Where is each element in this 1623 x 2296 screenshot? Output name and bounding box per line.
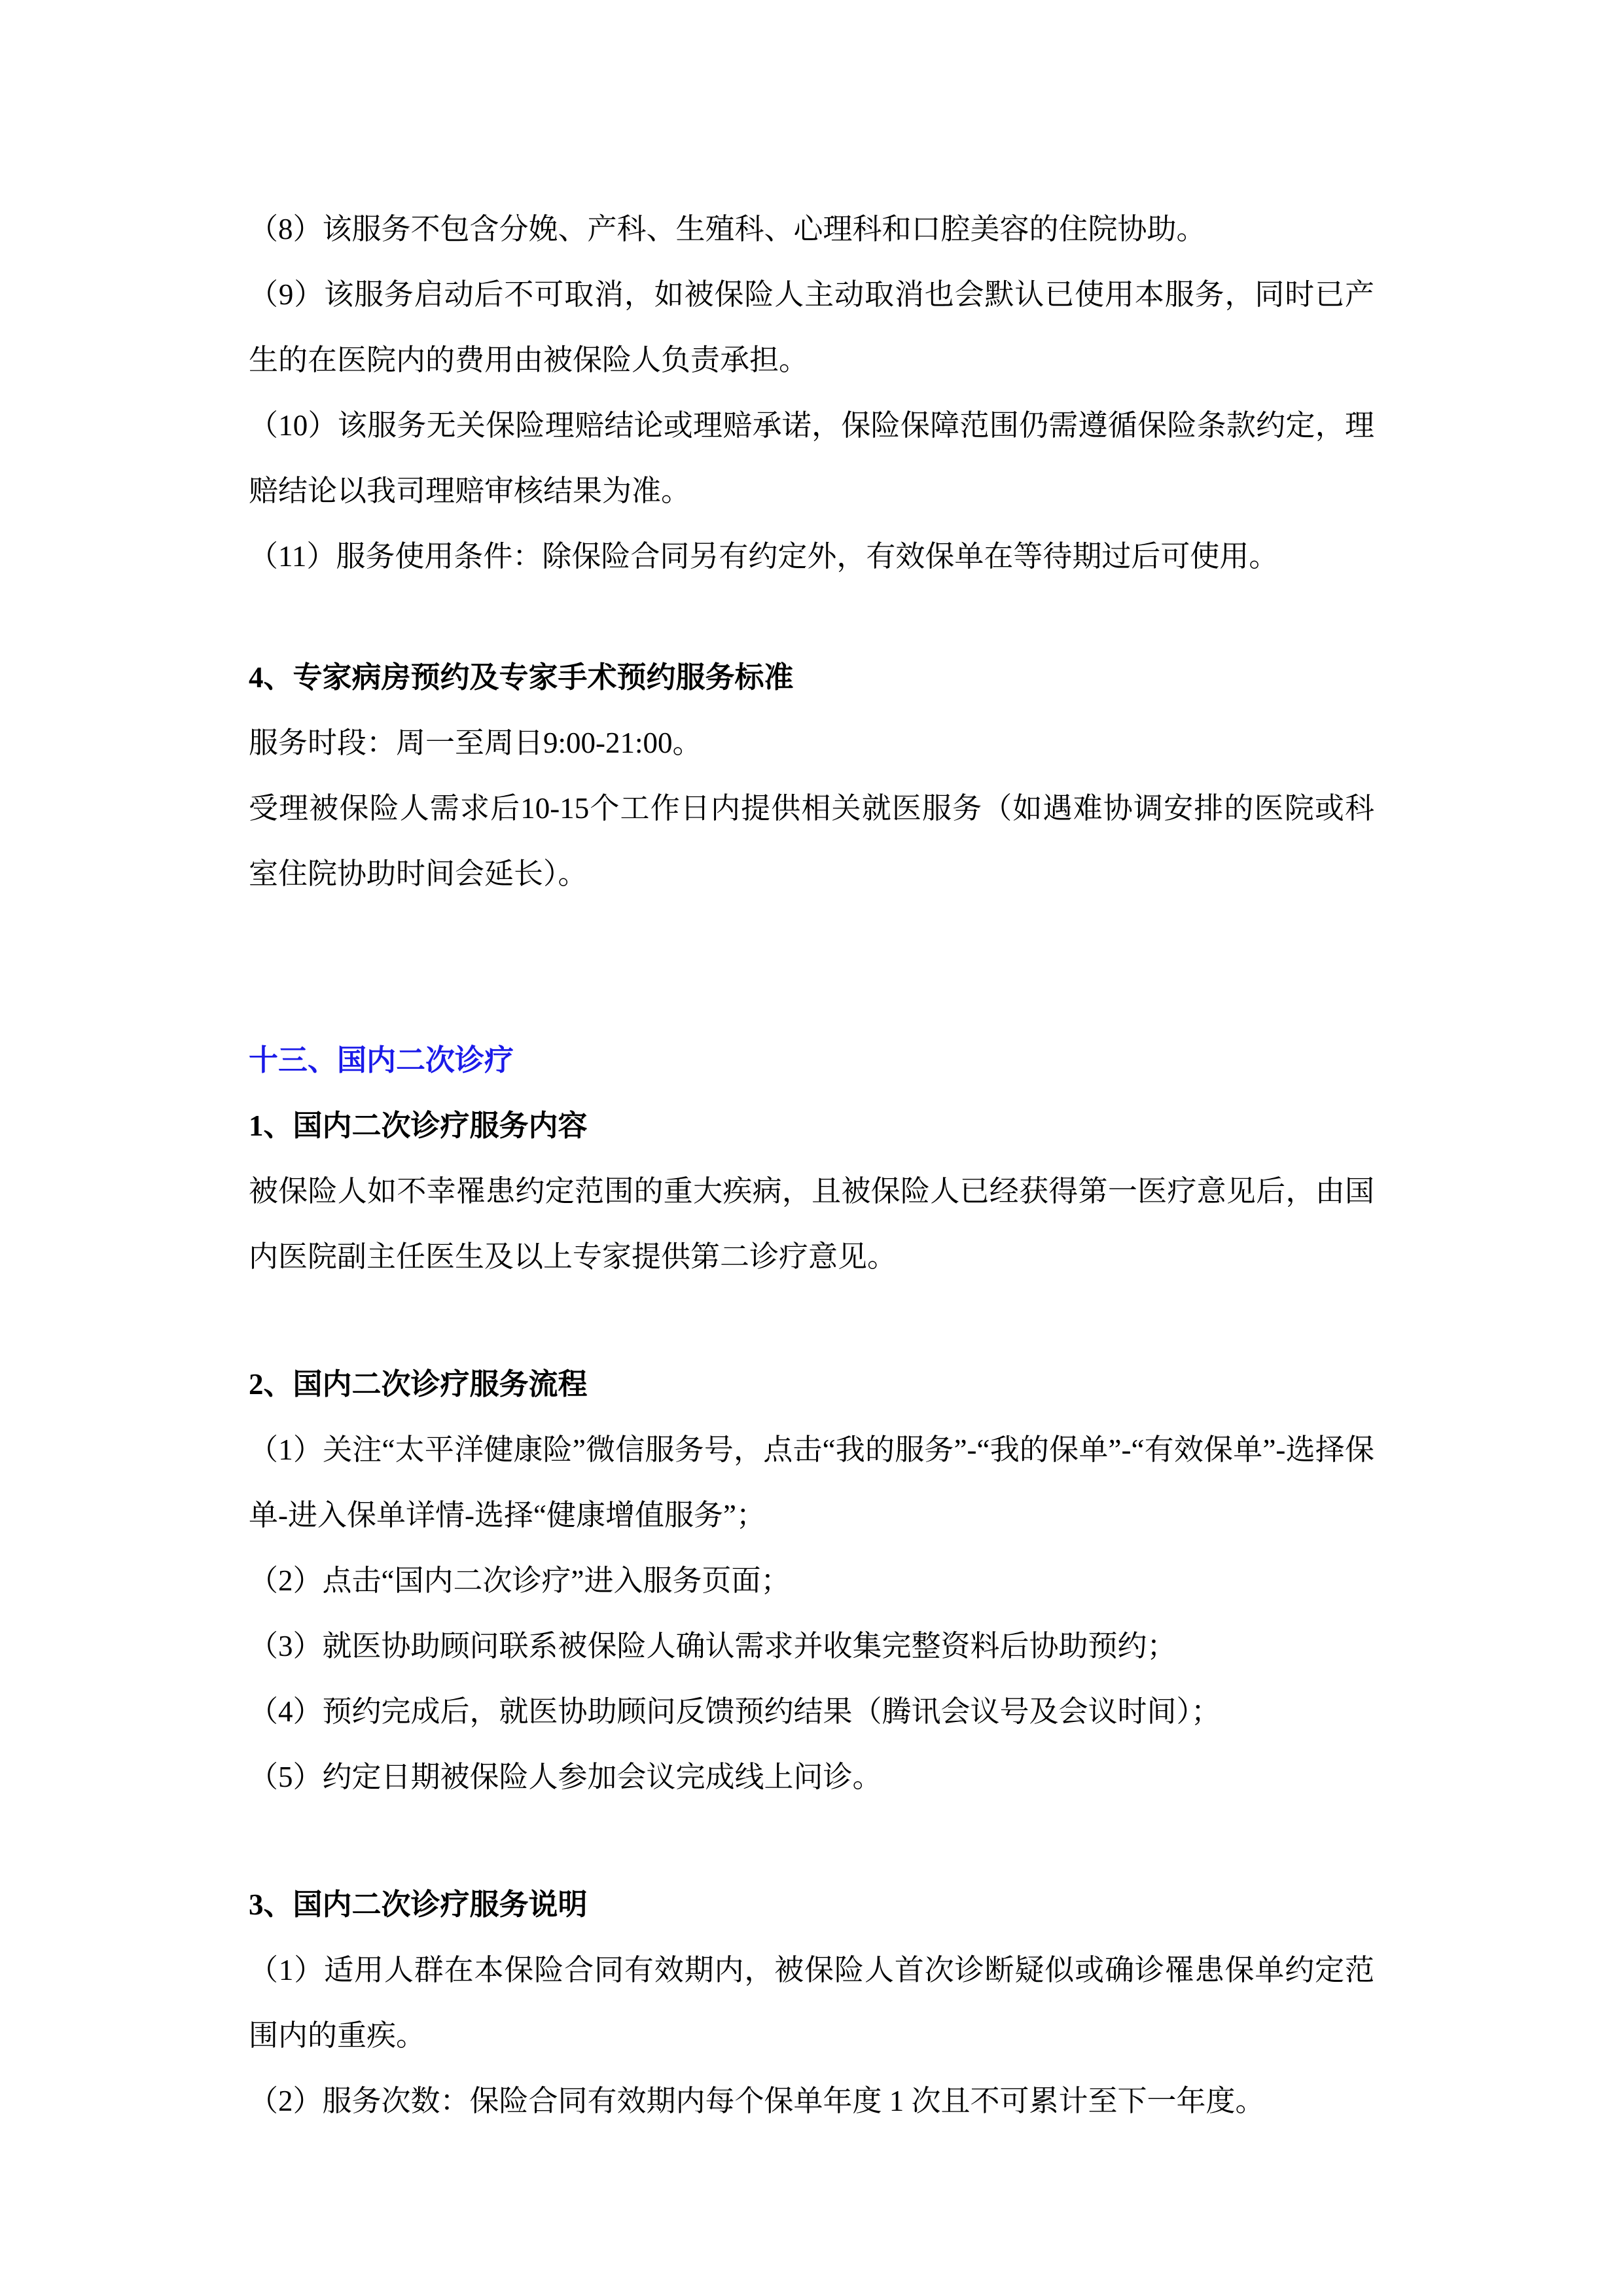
- service-hours-line: 服务时段：周一至周日9:00-21:00。: [249, 726, 702, 759]
- section-4-heading: 4、专家病房预约及专家手术预约服务标准: [249, 661, 794, 694]
- flow-step-5: （5）约定日期被保险人参加会议完成线上问诊。: [249, 1761, 882, 1793]
- clause-8: （8）该服务不包含分娩、产科、生殖科、心理科和口腔美容的住院协助。: [249, 213, 1206, 245]
- clause-11: （11）服务使用条件：除保险合同另有约定外，有效保单在等待期过后可使用。: [249, 540, 1279, 573]
- clause-9: （9）该服务启动后不可取消，如被保险人主动取消也会默认已使用本服务，同时已产生的在医院内的费用由被保险人负责承担。: [249, 278, 1374, 376]
- service-sla-line: 受理被保险人需求后10-15个工作日内提供相关就医服务（如遇难协调安排的医院或科室住院协助时间会延长）。: [249, 792, 1374, 890]
- subsection-1-heading: 1、国内二次诊疗服务内容: [249, 1109, 588, 1142]
- subsection-3-heading: 3、国内二次诊疗服务说明: [249, 1888, 588, 1921]
- note-1: （1）适用人群在本保险合同有效期内，被保险人首次诊断疑似或确诊罹患保单约定范围内的重疾。: [249, 1954, 1374, 2052]
- note-2: （2）服务次数：保险合同有效期内每个保单年度 1 次且不可累计至下一年度。: [249, 2085, 1265, 2117]
- subsection-1-body: 被保险人如不幸罹患约定范围的重大疾病，且被保险人已经获得第一医疗意见后，由国内医院副主任医生及以上专家提供第二诊疗意见。: [249, 1175, 1374, 1273]
- flow-step-2: （2）点击“国内二次诊疗”进入服务页面；: [249, 1564, 791, 1597]
- flow-step-1: （1）关注“太平洋健康险”微信服务号，点击“我的服务”-“我的保单”-“有效保单”-选择保单-进入保单详情-选择“健康增值服务”；: [249, 1433, 1374, 1532]
- clause-10: （10）该服务无关保险理赔结论或理赔承诺，保险保障范围仍需遵循保险条款约定，理赔结论以我司理赔审核结果为准。: [249, 409, 1374, 507]
- flow-step-3: （3）就医协助顾问联系被保险人确认需求并收集完整资料后协助预约；: [249, 1630, 1177, 1662]
- subsection-2-heading: 2、国内二次诊疗服务流程: [249, 1368, 588, 1401]
- flow-step-4: （4）预约完成后，就医协助顾问反馈预约结果（腾讯会议号及会议时间）；: [249, 1695, 1221, 1728]
- chapter-13-heading: 十三、国内二次诊疗: [249, 1044, 514, 1077]
